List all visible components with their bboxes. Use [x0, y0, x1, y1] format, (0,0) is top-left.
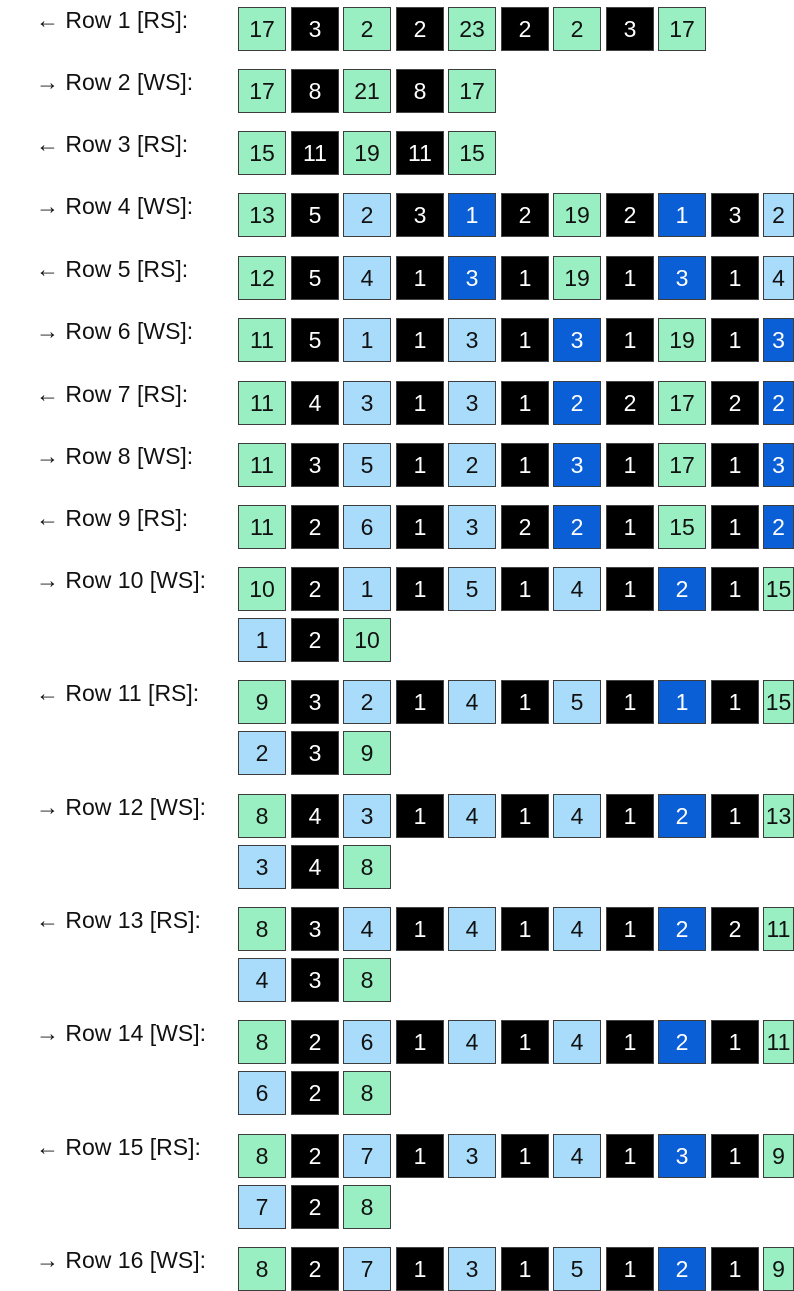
stitch-cell: 1: [606, 1020, 654, 1064]
stitch-cell: 4: [448, 1020, 496, 1064]
stitch-cell: 4: [291, 845, 339, 889]
stitch-cell: 4: [553, 1020, 601, 1064]
stitch-cell: 15: [658, 505, 706, 549]
stitch-cell: 7: [238, 1185, 286, 1229]
stitch-cell: 1: [501, 1247, 549, 1291]
stitch-cell: 8: [343, 958, 391, 1002]
stitch-cell: 1: [396, 794, 444, 838]
stitch-cell: 4: [448, 680, 496, 724]
stitch-cell: 3: [448, 318, 496, 362]
stitch-cell: 2: [553, 381, 601, 425]
stitch-cell: 1: [501, 567, 549, 611]
stitch-cell: 3: [658, 256, 706, 300]
stitch-cell: 1: [448, 193, 496, 237]
stitch-cell: 1: [606, 907, 654, 951]
stitch-cell: 2: [291, 618, 339, 662]
stitch-cell: 17: [238, 69, 286, 113]
stitch-cell: 5: [553, 1247, 601, 1291]
row-label: ← Row 7 [RS]:: [36, 381, 189, 407]
stitch-cell: 4: [291, 794, 339, 838]
stitch-cell: 5: [291, 318, 339, 362]
stitch-cell: 2: [343, 7, 391, 51]
stitch-cell: 2: [291, 505, 339, 549]
stitch-cell: 8: [396, 69, 444, 113]
stitch-cell: 5: [291, 256, 339, 300]
stitch-cell: 3: [291, 7, 339, 51]
stitch-cell: 2: [291, 567, 339, 611]
stitch-cell: 4: [553, 1134, 601, 1178]
stitch-cell: 1: [238, 618, 286, 662]
stitch-cell: 3: [448, 381, 496, 425]
stitch-cell: 19: [553, 193, 601, 237]
stitch-cell: 7: [343, 1134, 391, 1178]
row-label: ← Row 1 [RS]:: [36, 7, 189, 33]
stitch-cell: 1: [501, 1134, 549, 1178]
stitch-cell: 1: [711, 443, 759, 487]
stitch-cell: 1: [396, 907, 444, 951]
stitch-cell: 1: [606, 567, 654, 611]
stitch-cell: 5: [291, 193, 339, 237]
stitch-cell: 11: [238, 505, 286, 549]
stitch-cell: 2: [238, 731, 286, 775]
stitch-cell: 3: [291, 443, 339, 487]
row-label: → Row 14 [WS]:: [36, 1020, 206, 1046]
stitch-cell: 5: [343, 443, 391, 487]
stitch-cell: 6: [343, 1020, 391, 1064]
stitch-cell: 3: [291, 731, 339, 775]
stitch-cell: 2: [553, 7, 601, 51]
stitch-cell: 2: [763, 381, 794, 425]
stitch-cell: 1: [396, 680, 444, 724]
stitch-cell: 6: [343, 505, 391, 549]
stitch-cell: 3: [291, 680, 339, 724]
stitch-cell: 3: [291, 958, 339, 1002]
stitch-cell: 3: [711, 193, 759, 237]
stitch-cell: 17: [238, 7, 286, 51]
stitch-cell: 1: [343, 318, 391, 362]
stitch-cell: 1: [711, 680, 759, 724]
row-label: ← Row 13 [RS]:: [36, 907, 201, 933]
stitch-cell: 1: [606, 1247, 654, 1291]
stitch-cell: 7: [343, 1247, 391, 1291]
stitch-cell: 1: [606, 318, 654, 362]
stitch-cell: 1: [396, 1020, 444, 1064]
stitch-cell: 8: [343, 1185, 391, 1229]
stitch-cell: 1: [396, 1134, 444, 1178]
stitch-cell: 4: [553, 794, 601, 838]
stitch-cell: 2: [291, 1071, 339, 1115]
row-label: → Row 2 [WS]:: [36, 69, 194, 95]
stitch-cell: 3: [553, 318, 601, 362]
stitch-cell: 1: [606, 794, 654, 838]
stitch-cell: 19: [658, 318, 706, 362]
stitch-cell: 9: [238, 680, 286, 724]
stitch-cell: 3: [343, 794, 391, 838]
stitch-cell: 3: [606, 7, 654, 51]
stitch-cell: 2: [501, 505, 549, 549]
stitch-cell: 15: [448, 131, 496, 175]
stitch-cell: 9: [763, 1134, 794, 1178]
stitch-cell: 17: [658, 381, 706, 425]
stitch-cell: 23: [448, 7, 496, 51]
stitch-cell: 1: [658, 680, 706, 724]
stitch-cell: 2: [606, 381, 654, 425]
stitch-cell: 2: [658, 794, 706, 838]
stitch-cell: 2: [448, 443, 496, 487]
stitch-cell: 1: [396, 318, 444, 362]
stitch-cell: 2: [291, 1247, 339, 1291]
stitch-cell: 1: [711, 1020, 759, 1064]
stitch-cell: 3: [448, 505, 496, 549]
stitch-cell: 9: [343, 731, 391, 775]
stitch-cell: 4: [238, 958, 286, 1002]
stitch-cell: 11: [763, 1020, 794, 1064]
stitch-cell: 2: [343, 193, 391, 237]
stitch-cell: 1: [711, 505, 759, 549]
stitch-cell: 1: [711, 794, 759, 838]
stitch-cell: 2: [658, 1247, 706, 1291]
row-label: → Row 8 [WS]:: [36, 443, 194, 469]
stitch-cell: 4: [553, 567, 601, 611]
stitch-cell: 2: [658, 567, 706, 611]
stitch-cell: 10: [238, 567, 286, 611]
stitch-cell: 8: [291, 69, 339, 113]
stitch-cell: 2: [711, 907, 759, 951]
stitch-cell: 12: [238, 256, 286, 300]
stitch-cell: 2: [501, 7, 549, 51]
stitch-cell: 3: [763, 443, 794, 487]
stitch-cell: 1: [501, 907, 549, 951]
stitch-cell: 15: [763, 567, 794, 611]
stitch-cell: 3: [763, 318, 794, 362]
stitch-cell: 1: [606, 1134, 654, 1178]
stitch-cell: 3: [291, 907, 339, 951]
stitch-cell: 1: [343, 567, 391, 611]
stitch-cell: 3: [343, 381, 391, 425]
stitch-cell: 3: [396, 193, 444, 237]
stitch-cell: 1: [711, 256, 759, 300]
stitch-cell: 1: [501, 1020, 549, 1064]
stitch-cell: 1: [501, 443, 549, 487]
stitch-cell: 4: [553, 907, 601, 951]
stitch-cell: 4: [448, 907, 496, 951]
stitch-cell: 3: [448, 1247, 496, 1291]
stitch-cell: 2: [658, 1020, 706, 1064]
stitch-cell: 1: [711, 1134, 759, 1178]
stitch-cell: 11: [238, 381, 286, 425]
row-label: → Row 16 [WS]:: [36, 1247, 206, 1273]
stitch-cell: 11: [396, 131, 444, 175]
stitch-cell: 3: [553, 443, 601, 487]
stitch-cell: 19: [343, 131, 391, 175]
row-label: ← Row 11 [RS]:: [36, 680, 200, 706]
stitch-cell: 8: [238, 1020, 286, 1064]
stitch-cell: 3: [448, 1134, 496, 1178]
stitch-cell: 1: [396, 567, 444, 611]
stitch-cell: 4: [291, 381, 339, 425]
stitch-cell: 2: [763, 193, 794, 237]
row-label: ← Row 15 [RS]:: [36, 1134, 201, 1160]
stitch-cell: 1: [606, 680, 654, 724]
stitch-cell: 3: [238, 845, 286, 889]
stitch-cell: 2: [291, 1134, 339, 1178]
stitch-cell: 2: [553, 505, 601, 549]
stitch-cell: 1: [711, 567, 759, 611]
stitch-cell: 2: [711, 381, 759, 425]
stitch-cell: 1: [711, 1247, 759, 1291]
row-label: ← Row 5 [RS]:: [36, 256, 189, 282]
stitch-cell: 21: [343, 69, 391, 113]
stitch-cell: 1: [606, 443, 654, 487]
stitch-cell: 2: [343, 680, 391, 724]
stitch-cell: 1: [501, 256, 549, 300]
row-label: ← Row 3 [RS]:: [36, 131, 189, 157]
stitch-cell: 15: [238, 131, 286, 175]
stitch-cell: 2: [763, 505, 794, 549]
stitch-cell: 11: [238, 443, 286, 487]
stitch-cell: 5: [448, 567, 496, 611]
stitch-cell: 17: [658, 7, 706, 51]
stitch-cell: 1: [501, 381, 549, 425]
stitch-cell: 3: [658, 1134, 706, 1178]
stitch-cell: 1: [396, 443, 444, 487]
stitch-cell: 8: [238, 1247, 286, 1291]
stitch-cell: 1: [606, 256, 654, 300]
stitch-cell: 1: [396, 505, 444, 549]
stitch-cell: 2: [501, 193, 549, 237]
stitch-cell: 1: [658, 193, 706, 237]
row-label: → Row 6 [WS]:: [36, 318, 194, 344]
stitch-cell: 2: [658, 907, 706, 951]
stitch-cell: 8: [238, 794, 286, 838]
stitch-cell: 8: [343, 1071, 391, 1115]
stitch-cell: 1: [396, 381, 444, 425]
stitch-cell: 11: [291, 131, 339, 175]
stitch-cell: 11: [763, 907, 794, 951]
stitch-cell: 6: [238, 1071, 286, 1115]
row-label: → Row 10 [WS]:: [36, 567, 206, 593]
stitch-cell: 8: [238, 907, 286, 951]
stitch-cell: 11: [238, 318, 286, 362]
stitch-cell: 1: [501, 794, 549, 838]
stitch-cell: 2: [291, 1020, 339, 1064]
stitch-cell: 1: [606, 505, 654, 549]
stitch-cell: 13: [763, 794, 794, 838]
stitch-cell: 5: [553, 680, 601, 724]
stitch-cell: 9: [763, 1247, 794, 1291]
stitch-cell: 19: [553, 256, 601, 300]
stitch-cell: 4: [343, 256, 391, 300]
row-label: ← Row 9 [RS]:: [36, 505, 189, 531]
stitch-cell: 1: [396, 256, 444, 300]
stitch-cell: 1: [711, 318, 759, 362]
stitch-cell: 15: [763, 680, 794, 724]
stitch-cell: 8: [343, 845, 391, 889]
stitch-cell: 17: [658, 443, 706, 487]
stitch-cell: 4: [763, 256, 794, 300]
stitch-cell: 1: [501, 680, 549, 724]
stitch-cell: 10: [343, 618, 391, 662]
stitch-cell: 2: [396, 7, 444, 51]
stitch-cell: 8: [238, 1134, 286, 1178]
stitch-cell: 13: [238, 193, 286, 237]
stitch-cell: 1: [501, 318, 549, 362]
row-label: → Row 12 [WS]:: [36, 794, 206, 820]
stitch-cell: 2: [606, 193, 654, 237]
stitch-cell: 3: [448, 256, 496, 300]
row-label: → Row 4 [WS]:: [36, 193, 194, 219]
stitch-cell: 2: [291, 1185, 339, 1229]
stitch-cell: 1: [396, 1247, 444, 1291]
stitch-cell: 4: [343, 907, 391, 951]
stitch-cell: 17: [448, 69, 496, 113]
stitch-cell: 4: [448, 794, 496, 838]
